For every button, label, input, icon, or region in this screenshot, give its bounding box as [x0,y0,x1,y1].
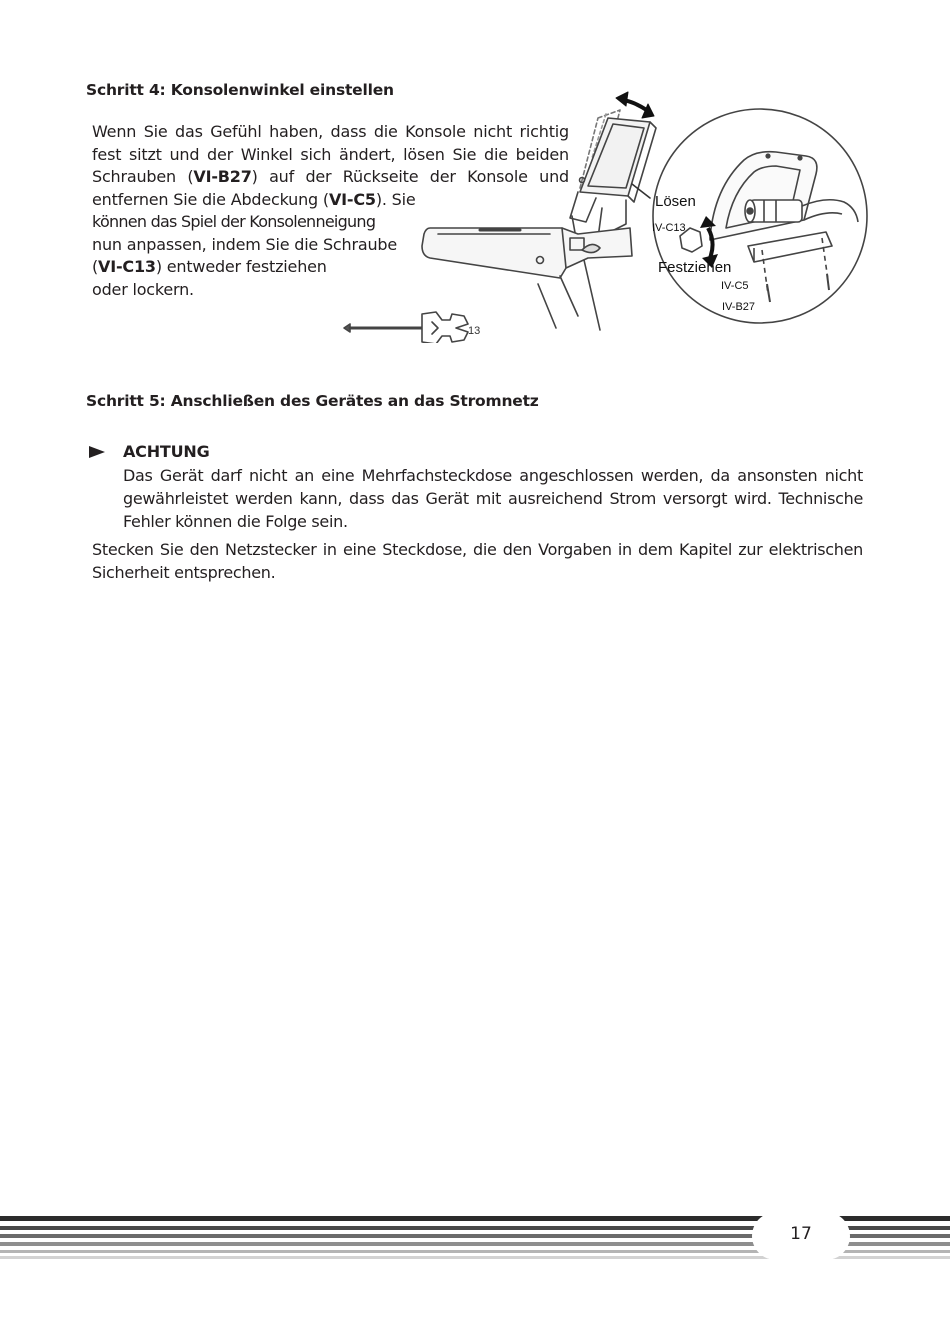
step5-heading [86,392,539,410]
part-label-c5: IV-C5 [721,280,749,292]
step4-line-6: nun anpassen, indem Sie die Schraube [92,234,397,254]
console-mast [570,118,656,238]
wrench-size-label: 13 [468,325,481,337]
step4-line-7-end: ) entweder festziehen [155,257,327,276]
step5-heading-label: Schritt 5: [86,392,166,410]
detail-magnifier [653,109,867,323]
step4-line-3-start: Schrauben ( [92,167,194,186]
part-ref-c13: VI-C13 [98,257,156,276]
warning-text: Das Gerät darf nicht an eine Mehrfachsteckdose angeschlossen werden, da ansonsten nicht gewährleistet werden kann, dass das Gerät mit ausreichend Strom versorgt wird. Technische Fehler können die Folge sein. [123,466,863,531]
step5-heading-title: Anschließen des Gerätes an das Stromnetz [170,392,539,410]
step4-line-4-end: ). Sie [375,189,416,209]
loosen-label: Lösen [655,193,696,210]
console-illustration [330,88,870,343]
step4-line-2: fest sitzt und der Winkel sich ändert, lösen Sie die beiden [92,144,569,164]
tighten-label: Festziehen [658,259,732,276]
step4-line-1: Wenn Sie das Gefühl haben, dass die Konsole nicht richtig [92,122,569,141]
step4-heading-title: Konsolenwinkel einstellen [170,81,394,99]
part-label-c13: IV-C13 [652,222,686,234]
part-label-b27: IV-B27 [722,301,756,313]
warning-arrow-icon [89,446,105,458]
step4-heading-label: Schritt 4: [86,81,166,99]
part-ref-b27: VI-B27 [193,167,252,186]
wrench-tool [344,312,468,343]
step4-line-4-start: entfernen Sie die Abdeckung ( [92,189,329,209]
step4-line-7-start: ( [92,257,99,276]
step4-line-3-end: ) auf der Rückseite der Konsole und [251,167,569,186]
power-instruction-text: Stecken Sie den Netzstecker in eine Steckdose, die den Vorgaben in dem Kapitel zur elektrischen Sicherheit entsprechen. [92,540,863,582]
tilt-arrow-icon [616,92,654,118]
handlebar-arm [422,228,632,278]
page-number: 17 [790,1224,812,1244]
part-ref-c5: VI-C5 [328,189,376,209]
warning-title: ACHTUNG [123,442,210,461]
step4-line-5: können das Spiel der Konsolenneigung [92,212,376,231]
step4-line-8: oder lockern. [92,279,194,299]
